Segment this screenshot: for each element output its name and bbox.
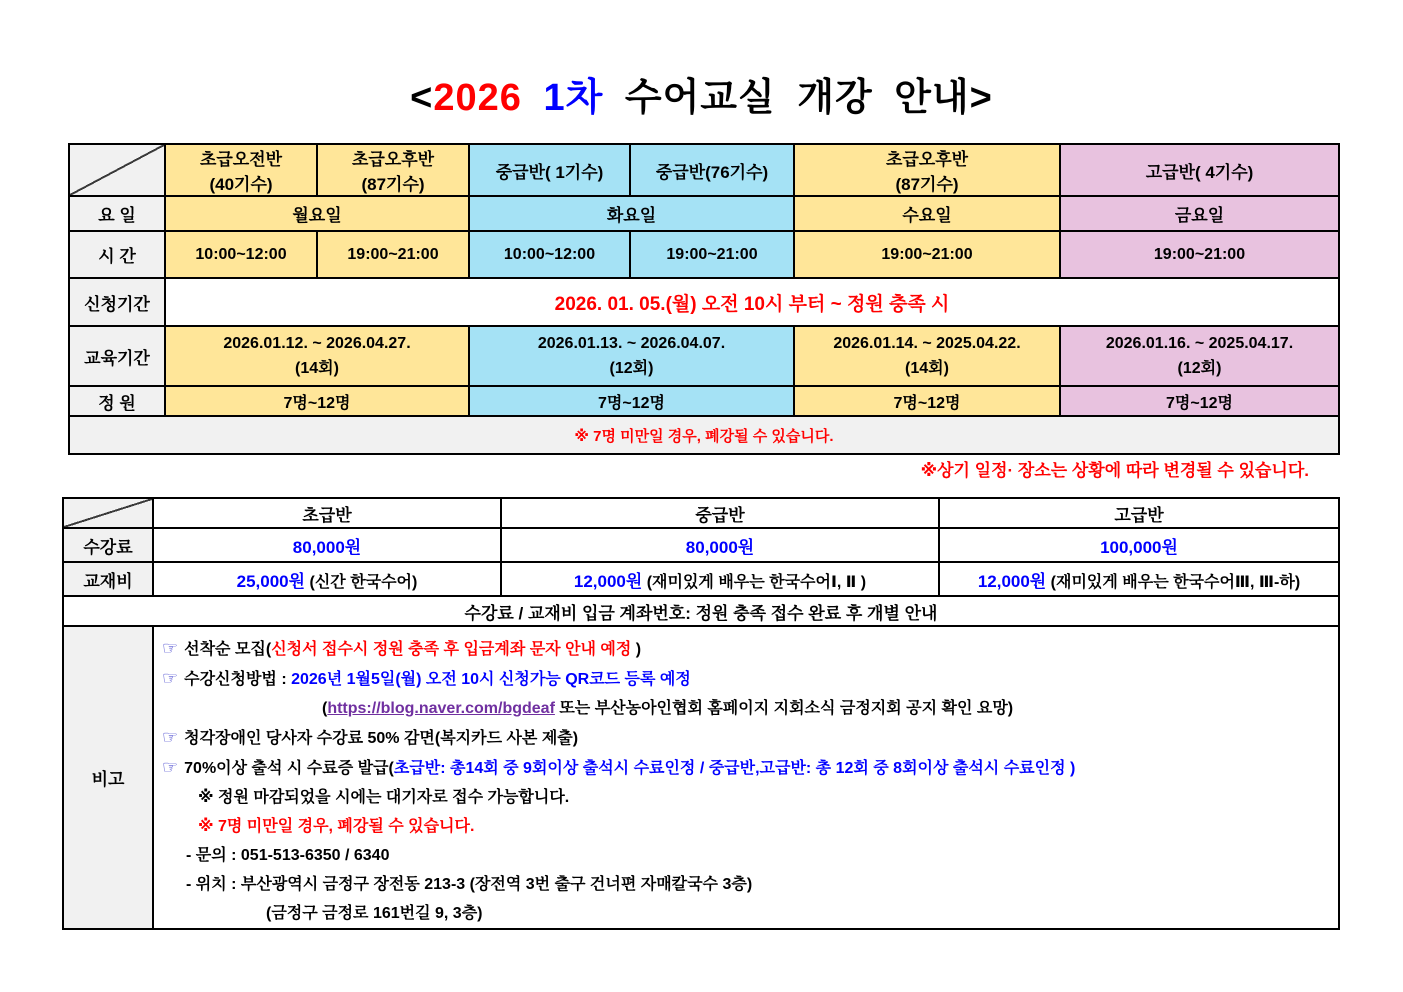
- edu-period-mon: [165, 326, 469, 386]
- material-intermediate: [501, 562, 939, 596]
- capacity-tue: 7명~12명: [469, 386, 794, 416]
- class-header-row: [69, 144, 1339, 196]
- material-price: 12,000원: [573, 571, 643, 591]
- class-cohort: (87기수): [895, 175, 959, 194]
- period-dates: 2026.01.13. ~ 2026.04.07.: [537, 335, 726, 352]
- time-cell: 10:00~12:00: [165, 231, 317, 278]
- material-desc: (재미있게 배우는 한국수어Ⅰ, Ⅱ ): [642, 573, 867, 591]
- title-close-bracket: >: [969, 77, 993, 119]
- remark-text-red: 신청서 접수시 정원 충족 후 입금계좌 문자 안내 예정: [271, 641, 636, 658]
- edu-period-wed: [794, 326, 1060, 386]
- day-tuesday: 화요일: [469, 196, 794, 231]
- remarks-row: [63, 626, 1339, 929]
- account-note: 수강료 / 교재비 입금 계좌번호: 정원 충족 접수 완료 후 개별 안내: [63, 596, 1339, 626]
- class-name: 고급반( 4기수): [1145, 162, 1254, 182]
- class-cohort: (87기수): [361, 175, 425, 194]
- time-cell: 19:00~21:00: [794, 231, 1060, 278]
- remark-certificate: [154, 753, 1338, 783]
- title-term: 1차: [543, 77, 604, 119]
- time-row: [69, 231, 1339, 278]
- account-note-row: [63, 596, 1339, 626]
- remark-text: 또는 부산농아인협회 홈페이지 지회소식 금정지회 공지 확인 요망): [554, 700, 1014, 717]
- pointing-finger-icon: ☞: [162, 638, 179, 658]
- title-year: 2026: [433, 77, 522, 119]
- material-row: [63, 562, 1339, 596]
- capacity-mon: 7명~12명: [165, 386, 469, 416]
- class-advanced: [1060, 144, 1339, 196]
- remark-blog-link-line: [154, 694, 1338, 723]
- class-intermediate-76: [630, 144, 794, 196]
- edu-period-fri: [1060, 326, 1339, 386]
- material-desc: (신간 한국수어): [305, 573, 418, 591]
- remark-how-to-apply: [154, 664, 1338, 694]
- class-beginner-evening-wed: [794, 144, 1060, 196]
- title-open-bracket: <: [410, 77, 434, 119]
- remark-text: ): [635, 641, 642, 658]
- period-count: (12회): [609, 360, 654, 377]
- remark-first-come: [154, 634, 1338, 664]
- class-name: 중급반( 1기수): [495, 162, 604, 182]
- period-dates: 2026.01.14. ~ 2025.04.22.: [833, 335, 1021, 352]
- class-name: 초급오후반: [885, 150, 969, 169]
- fee-table: [62, 497, 1340, 930]
- capacity-row-label: 정 원: [69, 386, 165, 416]
- schedule-change-caption: ※상기 일정· 장소는 상황에 따라 변경될 수 있습니다.: [920, 461, 1309, 480]
- capacity-row: [69, 386, 1339, 416]
- day-wednesday: 수요일: [794, 196, 1060, 231]
- capacity-fri: 7명~12명: [1060, 386, 1339, 416]
- fee-corner-diagonal-cell: [63, 498, 153, 528]
- material-price: 12,000원: [977, 571, 1047, 591]
- period-dates: 2026.01.12. ~ 2026.04.27.: [223, 335, 411, 352]
- tuition-row-label: 수강료: [63, 528, 153, 562]
- time-cell: 19:00~21:00: [630, 231, 794, 278]
- remark-text: 70%이상 출석 시 수료증 발급(: [184, 760, 394, 777]
- tuition-advanced: 100,000원: [939, 528, 1339, 562]
- remarks-row-label: 비고: [63, 626, 153, 929]
- remark-text: (: [322, 700, 328, 717]
- remark-discount: [154, 723, 1338, 753]
- apply-row-label: 신청기간: [69, 278, 165, 326]
- remark-text: 수강신청방법 :: [184, 671, 292, 688]
- time-cell: 19:00~21:00: [1060, 231, 1339, 278]
- class-cohort: (40기수): [209, 175, 273, 194]
- class-beginner-evening-mon: [317, 144, 469, 196]
- class-beginner-morning: [165, 144, 317, 196]
- period-count: (12회): [1177, 360, 1222, 377]
- title-rest: 수어교실 개강 안내: [624, 77, 970, 119]
- period-row-label: 교육기간: [69, 326, 165, 386]
- edu-period-tue: [469, 326, 794, 386]
- fee-header-intermediate: 중급반: [501, 498, 939, 528]
- remark-text: 청각장애인 당사자 수강료 50% 감면(복지카드 사본 제출): [184, 730, 579, 747]
- cancellation-note-row: [69, 416, 1339, 454]
- page-title: [0, 66, 1403, 121]
- material-price: 25,000원: [236, 571, 306, 591]
- time-cell: 19:00~21:00: [317, 231, 469, 278]
- class-name: 초급오전반: [199, 150, 283, 169]
- class-name: 초급오후반: [351, 150, 435, 169]
- material-row-label: 교재비: [63, 562, 153, 596]
- pointing-finger-icon: ☞: [162, 757, 179, 777]
- remarks-content: [153, 626, 1339, 929]
- fee-header-advanced: 고급반: [939, 498, 1339, 528]
- time-cell: 10:00~12:00: [469, 231, 630, 278]
- corner-diagonal-cell: [69, 144, 165, 196]
- pointing-finger-icon: ☞: [162, 668, 179, 688]
- pointing-finger-icon: ☞: [162, 727, 179, 747]
- material-desc: (재미있게 배우는 한국수어Ⅲ, Ⅲ-하): [1046, 573, 1301, 591]
- schedule-table: [68, 143, 1340, 455]
- day-friday: 금요일: [1060, 196, 1339, 231]
- tuition-row: [63, 528, 1339, 562]
- cancellation-note: ※ 7명 미만일 경우, 폐강될 수 있습니다.: [69, 416, 1339, 454]
- remark-text-blue: 2026년 1월5일(월) 오전 10시 신청가능 QR코드 등록 예정: [291, 671, 691, 688]
- remark-text: 선착순 모집(: [184, 641, 272, 658]
- tuition-beginner: 80,000원: [153, 528, 501, 562]
- apply-period-row: [69, 278, 1339, 326]
- day-monday: 월요일: [165, 196, 469, 231]
- time-row-label: 시 간: [69, 231, 165, 278]
- period-dates: 2026.01.16. ~ 2025.04.17.: [1105, 335, 1294, 352]
- material-advanced: [939, 562, 1339, 596]
- remark-cancellation: ※ 7명 미만일 경우, 폐강될 수 있습니다.: [198, 818, 475, 835]
- capacity-wed: 7명~12명: [794, 386, 1060, 416]
- day-row-label: 요 일: [69, 196, 165, 231]
- period-count: (14회): [295, 360, 339, 377]
- apply-period-value: 2026. 01. 05.(월) 오전 10시 부터 ~ 정원 충족 시: [165, 278, 1339, 326]
- fee-header-beginner: 초급반: [153, 498, 501, 528]
- period-count: (14회): [905, 360, 949, 377]
- class-intermediate-1: [469, 144, 630, 196]
- remark-contact: - 문의 : 051-513-6350 / 6340: [186, 847, 390, 864]
- day-row: [69, 196, 1339, 231]
- fee-header-row: [63, 498, 1339, 528]
- class-name: 중급반(76기수): [655, 162, 769, 182]
- material-beginner: [153, 562, 501, 596]
- edu-period-row: [69, 326, 1339, 386]
- remark-waitlist: ※ 정원 마감되었을 시에는 대기자로 접수 가능합니다.: [198, 789, 570, 806]
- remark-address2: (금정구 금정로 161번길 9, 3층): [266, 905, 483, 922]
- remark-location: - 위치 : 부산광역시 금정구 장전동 213-3 (장전역 3번 출구 건너편 자매칼국수 3층): [186, 876, 753, 893]
- blog-link[interactable]: https://blog.naver.com/bgdeaf: [327, 700, 555, 717]
- tuition-intermediate: 80,000원: [501, 528, 939, 562]
- remark-text-blue: 초급반: 총14회 중 9회이상 출석시 수료인정 / 중급반,고급반: 총 12회 중 8회이상 출석시 수료인정 ): [393, 760, 1076, 777]
